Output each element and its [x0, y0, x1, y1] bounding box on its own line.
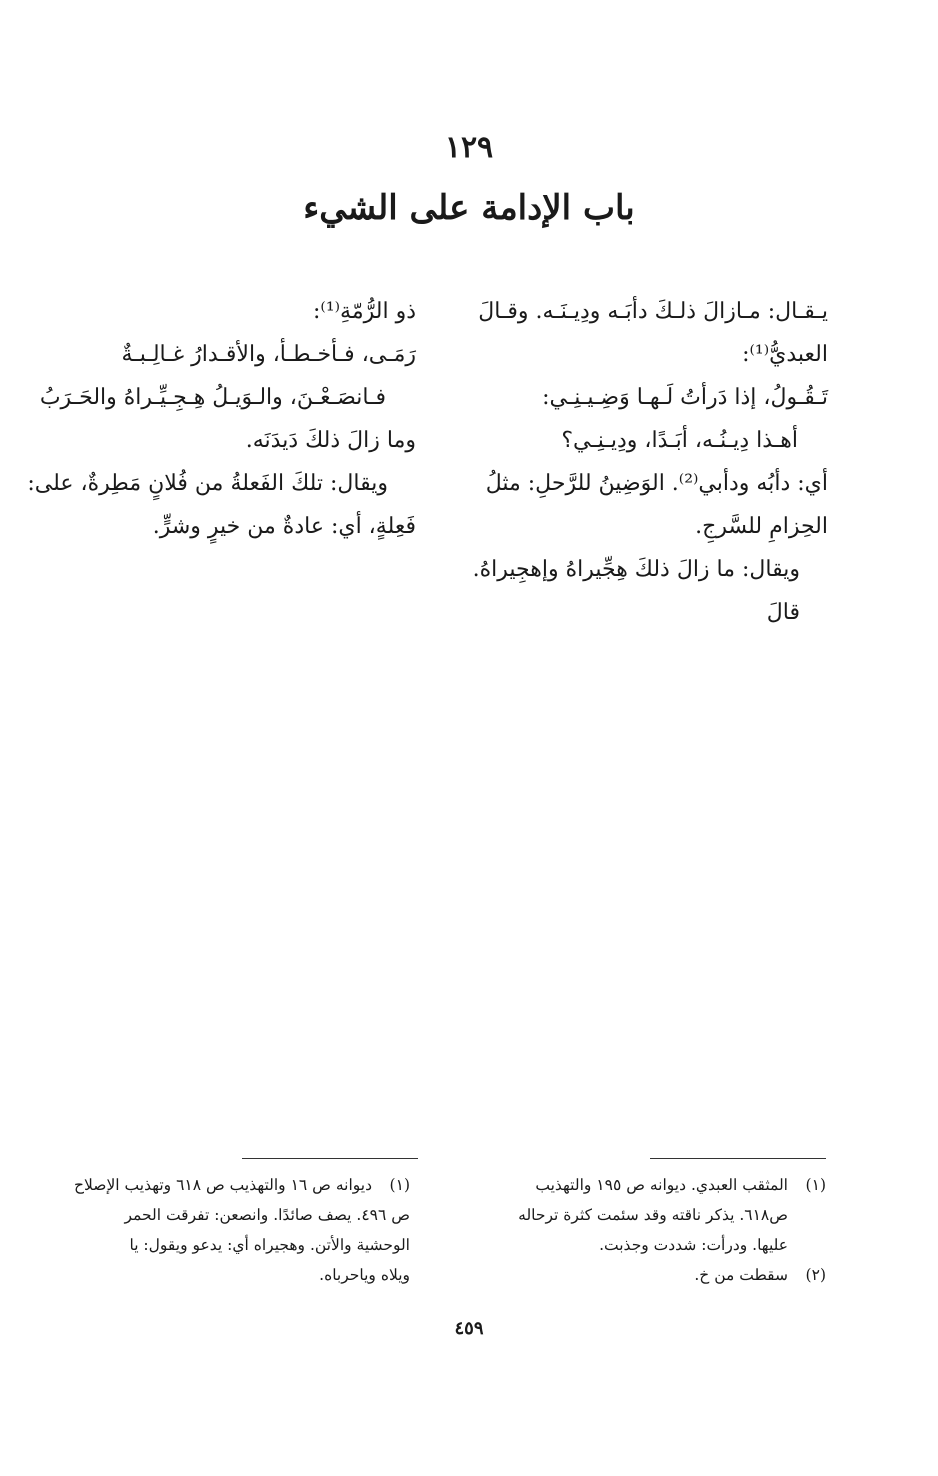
- main-text-left-column: [10, 290, 416, 548]
- text-line: الحِزامِ للسَّرجِ.: [695, 514, 828, 539]
- footnote-text: المثقب العبدي. ديوانه ص ١٩٥ والتهذيب: [535, 1176, 788, 1194]
- verse-line: أهـذا دِيـنُـه، أبَـدًا، ودِيـنِـي؟: [561, 428, 798, 453]
- footnote-number: (١): [389, 1176, 410, 1194]
- footnote-line: [446, 1170, 826, 1200]
- page-number: ٤٥٩: [454, 1318, 484, 1339]
- text-line: ويقال: تلكَ الفَعلةُ من فُلانٍ مَطِرةٌ، على:: [27, 471, 388, 496]
- text-line: فَعِلةٍ، أي: عادةٌ من خيرٍ وشرٍّ.: [152, 514, 416, 539]
- verse-line: فـانصَـعْـنَ، والـوَيـلُ هِـجِـيِّـراهُ والحَـرَبُ: [39, 385, 386, 410]
- main-text-right-column: [438, 290, 828, 634]
- footnote-text: ص ٤٩٦. يصف صائدًا. وانصعن: تفرقت الحمر: [124, 1206, 410, 1224]
- verse-line: تَـقُـولُ، إذا دَرأتُ لَـهـا وَضِـيـنِـي:: [542, 385, 828, 410]
- chapter-title: باب الإدامة على الشيء: [303, 188, 635, 228]
- text-line: وما زالَ ذلكَ دَيدَنَه.: [245, 428, 416, 453]
- text-line: يـقـال: مـازالَ ذلـكَ دأبَـه ودِيـنَـه. وقـالَ: [478, 299, 828, 324]
- footnote-line: [20, 1170, 410, 1200]
- text-line: ويقال: ما زالَ ذلكَ هِجِّيراهُ وإهجِيراهُ. قالَ: [472, 557, 800, 625]
- text-line: ذو الرُّمّةِ⁽¹⁾:: [312, 299, 416, 324]
- footnote-text: ديوانه ص ١٦ والتهذيب ص ٦١٨ وتهذيب الإصلاح: [74, 1176, 372, 1194]
- footnote-text: الوحشية والأتن. وهجيراه أي: يدعو ويقول: يا: [129, 1236, 410, 1254]
- footnote-divider: [242, 1158, 418, 1159]
- footnote-line: [446, 1260, 826, 1290]
- chapter-number: ١٢٩: [444, 130, 494, 165]
- text-line: أي: دأبُه ودأبي⁽²⁾. الوَضِينُ للرَّحلِ: مثلُ: [485, 471, 828, 496]
- footnote-text: ص٦١٨. يذكر ناقته وقد سئمت كثرة ترحاله: [518, 1206, 788, 1224]
- footnote-number: (١): [805, 1176, 826, 1194]
- footnotes-left: [20, 1170, 410, 1290]
- verse-line: رَمَـى، فـأخـطـأ، والأقـدارُ غـالِـبـةٌ: [121, 342, 416, 367]
- footnotes-right: [446, 1170, 826, 1290]
- footnote-number: (٢): [805, 1266, 826, 1284]
- footnote-text: سقطت من خ.: [694, 1266, 788, 1284]
- footnote-text: ويلاه وياحرباه.: [319, 1266, 410, 1284]
- footnote-divider: [650, 1158, 826, 1159]
- footnote-text: عليها. ودرأت: شددت وجذبت.: [599, 1236, 788, 1254]
- text-line: العبديُّ⁽¹⁾:: [742, 342, 828, 367]
